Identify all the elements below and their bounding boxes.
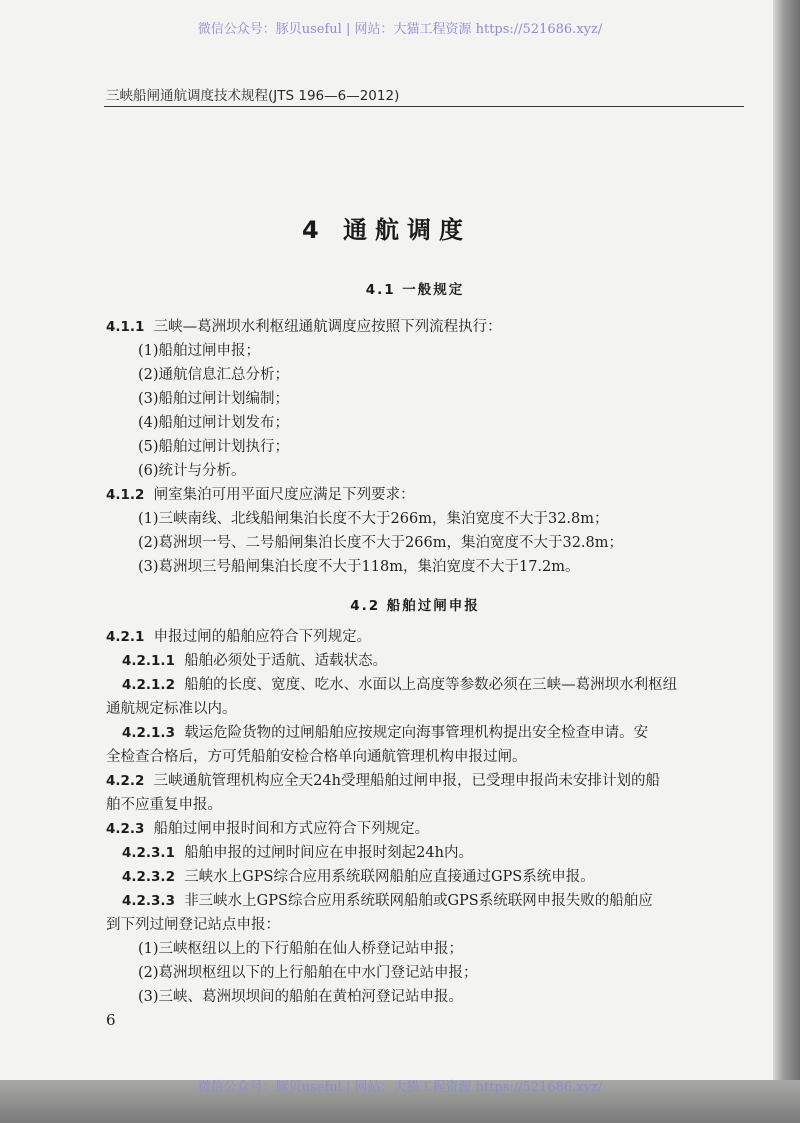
- clause-4-2-3: [106, 820, 429, 838]
- clause-text: 载运危险货物的过闸船舶应按规定向海事管理机构提出安全检查申请。安: [184, 725, 649, 741]
- page-number: 6: [106, 1011, 116, 1029]
- section-title-4-2: 4.2 船舶过闸申报: [350, 598, 480, 614]
- clause-4-2-2: [106, 772, 660, 790]
- page-edge-shadow: [773, 0, 800, 1123]
- clause-text: 三峡—葛洲坝水利枢纽通航调度应按照下列流程执行：: [153, 319, 502, 335]
- clause-number: 4.2.3: [106, 821, 145, 837]
- clause-text: 船舶过闸申报时间和方式应符合下列规定。: [153, 821, 430, 837]
- list-item: (1)三峡南线、北线船闸集泊长度不大于266m，集泊宽度不大于32.8m；: [138, 511, 609, 527]
- clause-4-2-1: [106, 628, 371, 646]
- section-title-4-1: 4.1 一般规定: [365, 282, 465, 298]
- clause-text: 船舶申报的过闸时间应在申报时刻起24h内。: [184, 845, 473, 861]
- clause-text: 三峡通航管理机构应全天24h受理船舶过闸申报，已受理申报尚未安排计划的船: [153, 773, 660, 789]
- watermark-top: 微信公众号：豚贝useful | 网站：大猫工程资源 https://521686.xyz/: [197, 22, 603, 37]
- list-item: (6)统计与分析。: [138, 463, 246, 479]
- clause-4-2-1-1: [122, 652, 387, 670]
- chapter-title: 4 通航调度: [301, 216, 472, 244]
- clause-number: 4.2.3.2: [122, 869, 175, 885]
- list-item: (2)葛洲坝枢纽以下的上行船舶在中水门登记站申报；: [138, 965, 478, 981]
- clause-number: 4.1.2: [106, 487, 145, 503]
- clause-number: 4.2.1.2: [122, 677, 175, 693]
- clause-number: 4.2.1: [106, 629, 145, 645]
- clause-4-1-2: [106, 486, 415, 504]
- clause-number: 4.2.1.1: [122, 653, 175, 669]
- clause-4-2-3-3: [122, 892, 653, 910]
- clause-number: 4.1.1: [106, 319, 145, 335]
- running-head: 三峡船闸通航调度技术规程(JTS 196—6—2012): [106, 88, 400, 104]
- clause-4-2-3-2: [122, 868, 595, 886]
- clause-continuation: 全检查合格后，方可凭船舶安检合格单向通航管理机构申报过闸。: [106, 749, 527, 765]
- clause-continuation: 通航规定标准以内。: [106, 701, 237, 717]
- list-item: (2)葛洲坝一号、二号船闸集泊长度不大于266m，集泊宽度不大于32.8m；: [138, 535, 623, 551]
- list-item: (3)葛洲坝三号船闸集泊长度不大于118m，集泊宽度不大于17.2m。: [138, 559, 580, 575]
- clause-4-2-1-3: [122, 724, 648, 742]
- list-item: (4)船舶过闸计划发布；: [138, 415, 290, 431]
- clause-4-2-3-1: [122, 844, 473, 862]
- list-item: (1)船舶过闸申报；: [138, 343, 261, 359]
- clause-text: 非三峡水上GPS综合应用系统联网船舶或GPS系统联网申报失败的船舶应: [184, 893, 653, 909]
- list-item: (2)通航信息汇总分析；: [138, 367, 290, 383]
- clause-text: 船舶的长度、宽度、吃水、水面以上高度等参数必须在三峡—葛洲坝水利枢纽: [184, 677, 678, 693]
- list-item: (5)船舶过闸计划执行；: [138, 439, 290, 455]
- clause-number: 4.2.3.1: [122, 845, 175, 861]
- clause-4-2-1-2: [122, 676, 677, 694]
- clause-text: 船舶必须处于适航、适载状态。: [184, 653, 388, 669]
- header-rule: [104, 106, 744, 107]
- clause-text: 闸室集泊可用平面尺度应满足下列要求：: [153, 487, 415, 503]
- clause-text: 申报过闸的船舶应符合下列规定。: [153, 629, 372, 645]
- clause-text: 三峡水上GPS综合应用系统联网船舶应直接通过GPS系统申报。: [184, 869, 595, 885]
- clause-continuation: 到下列过闸登记站点申报：: [106, 917, 280, 933]
- clause-continuation: 舶不应重复申报。: [106, 797, 222, 813]
- clause-4-1-1: [106, 318, 502, 336]
- list-item: (1)三峡枢纽以上的下行船舶在仙人桥登记站申报；: [138, 941, 464, 957]
- clause-number: 4.2.1.3: [122, 725, 175, 741]
- list-item: (3)船舶过闸计划编制；: [138, 391, 290, 407]
- watermark-bottom: 微信公众号：豚贝useful | 网站：大猫工程资源 https://521686.xyz/: [197, 1080, 603, 1095]
- clause-number: 4.2.2: [106, 773, 145, 789]
- list-item: (3)三峡、葛洲坝坝间的船舶在黄柏河登记站申报。: [138, 989, 464, 1005]
- clause-number: 4.2.3.3: [122, 893, 175, 909]
